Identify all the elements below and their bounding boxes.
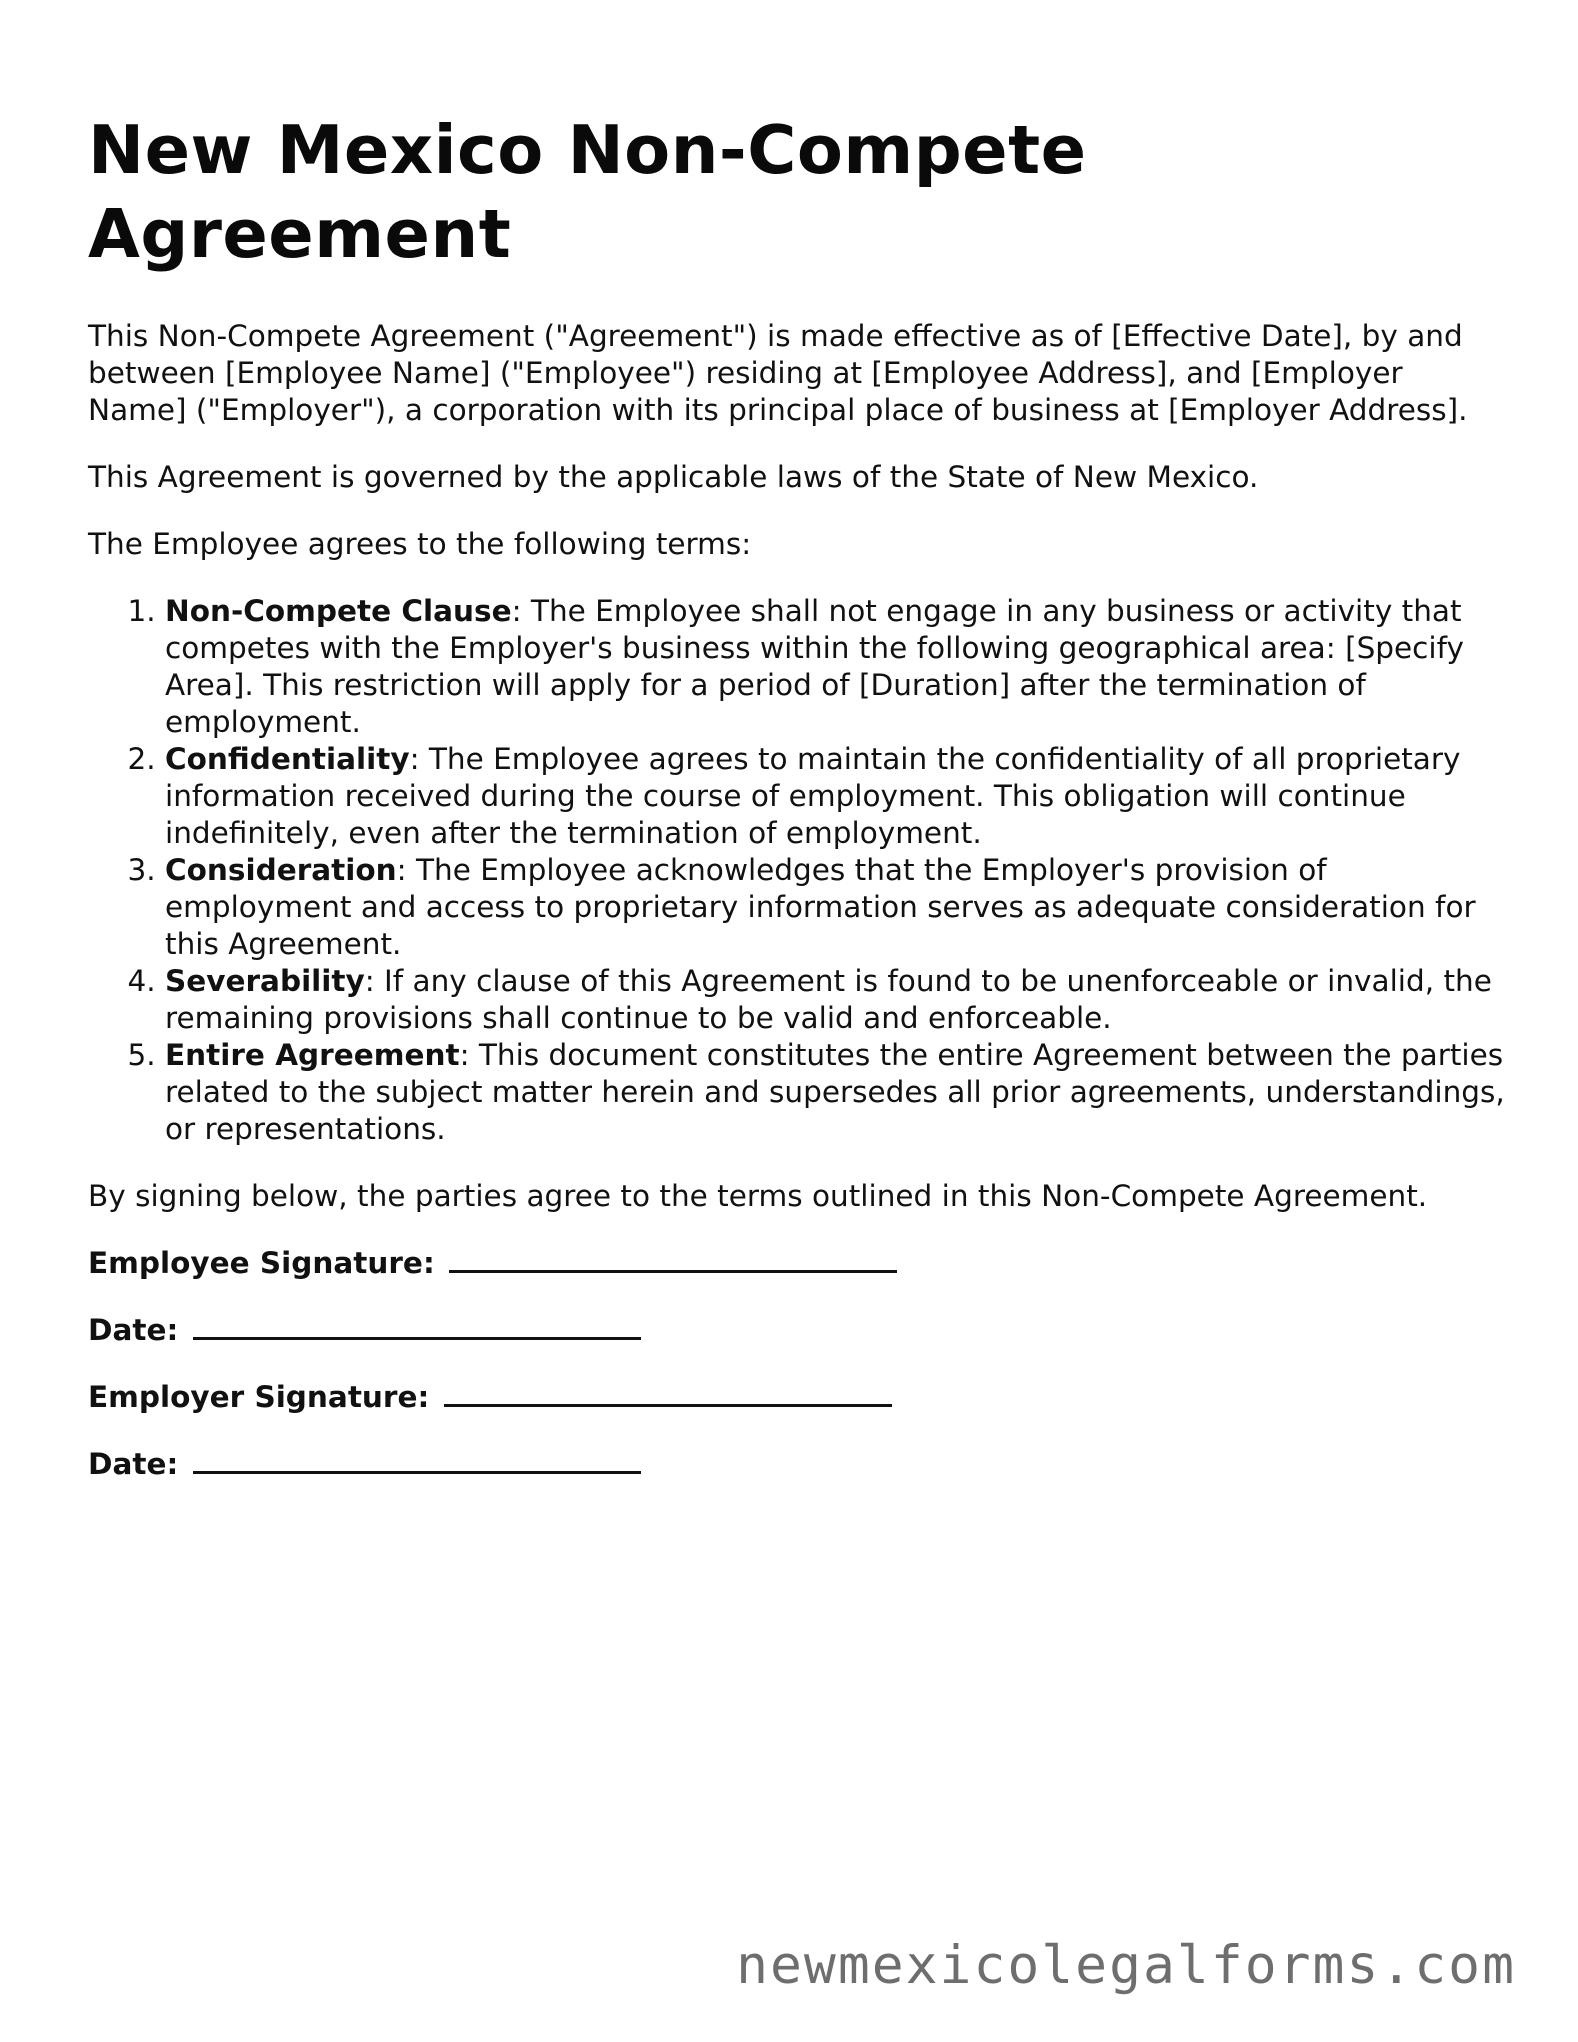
- term-text: : If any clause of this Agreement is found to be unenforceable or invalid, the remaining provisions shall continue to be valid and enforceable.: [165, 964, 1492, 1035]
- term-heading: Confidentiality: [165, 742, 410, 776]
- term-item-consideration: [165, 852, 1508, 963]
- employee-date-label: Date:: [88, 1313, 179, 1347]
- intro-paragraph: This Non-Compete Agreement ("Agreement") is made effective as of [Effective Date], by and between [Employee Name] ("Employee") residing at [Employee Address], and [Employer Name] ("Employer"), a corporation with its principal place of business at [Employer Address].: [88, 319, 1468, 427]
- term-heading: Consideration: [165, 853, 397, 887]
- term-heading: Entire Agreement: [165, 1038, 460, 1072]
- employer-signature-row: [88, 1379, 1508, 1416]
- employee-signature-line[interactable]: [449, 1246, 897, 1273]
- document-title: New Mexico Non-Compete Agreement: [88, 111, 1087, 273]
- employer-signature-line[interactable]: [444, 1380, 892, 1407]
- term-item-severability: [165, 963, 1508, 1037]
- term-heading: Non-Compete Clause: [165, 594, 512, 628]
- governing-law-paragraph: This Agreement is governed by the applicable laws of the State of New Mexico.: [88, 460, 1259, 494]
- term-text: : This document constitutes the entire Agreement between the parties related to the subject matter herein and supersedes all prior agreements, understandings, or representations.: [165, 1038, 1505, 1146]
- employer-date-row: [88, 1446, 1508, 1483]
- closing-paragraph: By signing below, the parties agree to the terms outlined in this Non-Compete Agreement.: [88, 1179, 1428, 1213]
- term-text: : The Employee acknowledges that the Employer's provision of employment and access to proprietary information serves as adequate consideration for this Agreement.: [165, 853, 1476, 961]
- term-item-confidentiality: [165, 741, 1508, 852]
- terms-list: [88, 593, 1508, 1148]
- term-text: : The Employee shall not engage in any business or activity that competes with the Employer's business within the following geographical area: [Specify Area]. This restriction will apply for a period of [Duration] after the termination of employment.: [165, 594, 1464, 739]
- employer-date-line[interactable]: [193, 1447, 641, 1474]
- employee-date-row: [88, 1312, 1508, 1349]
- employee-date-line[interactable]: [193, 1313, 641, 1340]
- employer-signature-label: Employer Signature:: [88, 1380, 430, 1414]
- site-watermark: newmexicolegalforms.com: [736, 1935, 1516, 1996]
- employee-signature-row: [88, 1245, 1508, 1282]
- term-item-non-compete: [165, 593, 1508, 741]
- employer-date-label: Date:: [88, 1447, 179, 1481]
- term-text: : The Employee agrees to maintain the confidentiality of all proprietary information received during the course of employment. This obligation will continue indefinitely, even after the termination of employment.: [165, 742, 1461, 850]
- terms-lead-paragraph: The Employee agrees to the following terms:: [88, 527, 752, 561]
- employee-signature-label: Employee Signature:: [88, 1246, 435, 1280]
- term-heading: Severability: [165, 964, 365, 998]
- document-page: [88, 108, 1508, 1513]
- term-item-entire-agreement: [165, 1037, 1508, 1148]
